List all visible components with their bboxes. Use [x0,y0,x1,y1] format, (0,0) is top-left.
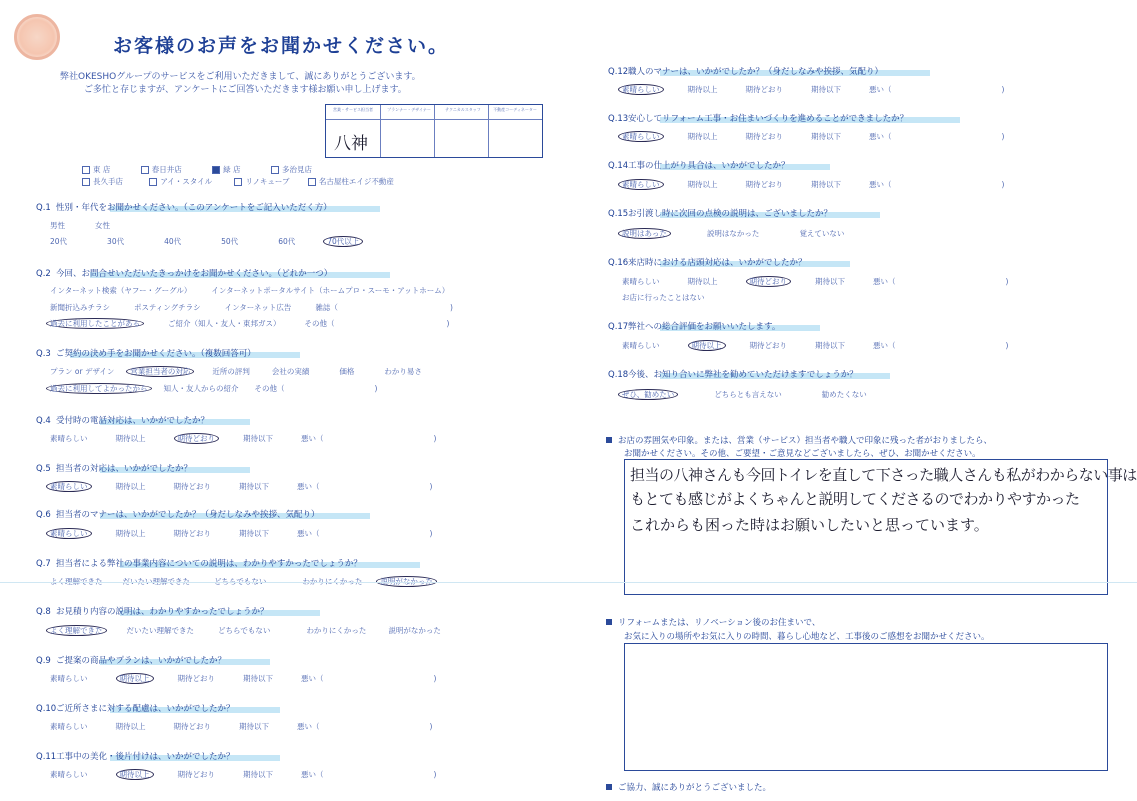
fold-line [0,582,1137,583]
q12-label: Q.12職人のマナーは、いかがでしたか？（身だしなみや挨拶、気配り） [608,67,884,77]
comment1-prompt-1: お店の雰囲気や印象。または、営業（サービス）担当者や職人で印象に残った者がおりましたら、 [606,434,992,446]
q11-selected: 期待以上 [116,769,154,780]
bullet-icon [606,437,612,443]
q5-label: Q.5 担当者の対応は、いかがでしたか？ [36,464,193,474]
staff-name-handwritten: 八神 [334,134,368,154]
store-list-2 [82,176,394,187]
q17-selected: 期待以上 [688,340,726,351]
q1-gender: 男性 女性 [50,221,110,230]
q4-label: Q.4 受付時の電話対応は、いかがでしたか？ [36,416,210,426]
q8-options: よく理解できた だいたい理解できた どちらでもない わかりにくかった 説明がなかった [50,625,441,636]
q3-row1: プラン or デザイン 営業担当者の対応 近所の評判 会社の実績 価格 わかり易さ [50,367,422,376]
q15-options: 説明はあった 説明はなかった 覚えていない [622,228,844,239]
q17-label: Q.17弊社への総合評価をお願いいたします。 [608,322,781,332]
q14-options: 素晴らしい 期待以上 期待どおり 期待以下 悪い（ ) [622,179,1004,190]
bullet-icon [606,619,612,625]
intro-line-1: 弊社OKESHOグループのサービスをご利用いただきまして、誠にありがとうございます。 [60,72,421,82]
comment1-handwriting-2: もとても感じがよくちゃんと説明してくださるのでわかりやすかった [630,490,1080,508]
q1-age-selected: 70代以上 [323,236,363,247]
header-planner: プランナー・デザイナー [387,107,431,112]
q2-row3: 過去に利用したことがある ご紹介（知人・友人・東邦ガス） その他（ ) [50,318,449,329]
q13-selected: 素晴らしい [618,131,664,142]
store-higashi[interactable]: 東 店 [82,165,110,174]
q8-selected: よく理解できた [46,625,107,636]
q10-label: Q.10ご近所さまに対する配慮は、いかがでしたか？ [36,704,235,714]
store-kasugai[interactable]: 春日井店 [141,165,182,174]
q3-selected-1: 営業担当者の対応 [126,366,194,377]
q1-ages: 20代 30代 40代 50代 60代 70代以上 [50,236,359,247]
q13-label: Q.13安心してリフォーム工事・お住まいづくりを進めることができましたか？ [608,114,909,124]
q12-options: 素晴らしい 期待以上 期待どおり 期待以下 悪い（ ) [622,84,1004,95]
comment2-prompt-2: お気に入りの場所やお気に入りの時間、暮らし心地など、工事後のご感想をお聞かせください。 [624,632,990,642]
q9-selected: 期待以上 [116,673,154,684]
q16-options: 素晴らしい 期待以上 期待どおり 期待以下 悪い（ ) [622,277,1009,286]
intro-line-2: ご多忙と存じますが、アンケートにご回答いただきます様お願い申し上げます。 [84,85,407,95]
q6-options: 素晴らしい 期待以上 期待どおり 期待以下 悪い（ ) [50,528,432,539]
bullet-icon [606,784,612,790]
q16-label: Q.16来店時における店頭対応は、いかがでしたか？ [608,258,807,268]
q2-row2: 新聞折込みチラシ ポスティングチラシ インターネット広告 雑誌（ ) [50,303,453,312]
q2-selected: 過去に利用したことがある [46,318,144,329]
q14-label: Q.14工事の仕上がり具合は、いかがでしたか？ [608,161,790,171]
q7-label: Q.7 担当者による弊社の事業内容についての説明は、わかりやすかったでしょうか？ [36,559,362,569]
q16-extra: お店に行ったことはない [622,293,705,302]
q11-label: Q.11工事中の美化・後片付けは、いかがでしたか？ [36,752,235,762]
q2-row1: インターネット検索（ヤフー・グーグル） インターネットポータルサイト（ホームプロ・スーモ・アットホーム） [50,286,450,295]
q5-selected: 素晴らしい [46,481,92,492]
store-midori[interactable]: 緑 店 [212,165,240,174]
comment2-box[interactable] [624,643,1108,771]
header-sales: 営業・サービス担当者 [333,107,373,112]
comment1-handwriting-3: これからも困った時はお願いしたいと思っています。 [630,516,989,534]
q3-label: Q.3 ご契約の決め手をお聞かせください。（複数回答可） [36,349,256,359]
store-nagakute[interactable]: 長久手店 [82,177,123,186]
q9-label: Q.9 ご提案の商品やプランは、いかがでしたか？ [36,656,227,666]
page-title: お客様のお声をお聞かせください。 [113,35,450,57]
store-realestate[interactable]: 名古屋柱エイジ不動産 [308,177,394,186]
store-renocube[interactable]: リノキューブ [234,177,289,186]
q16-selected: 期待どおり [746,276,792,287]
comment1-prompt-2: お聞かせください。その他、ご要望・ご意見などございましたら、ぜひ、お聞かせください。 [624,449,981,459]
company-seal [14,14,60,60]
header-realestate: 不動産コーディネーター [493,107,537,112]
staff-table [325,104,543,158]
q15-selected: 説明はあった [618,228,671,239]
q4-options: 素晴らしい 期待以上 期待どおり 期待以下 悪い（ ) [50,434,437,443]
q14-selected: 素晴らしい [618,179,664,190]
q17-options: 素晴らしい 期待以上 期待どおり 期待以下 悪い（ ) [622,341,1009,350]
store-tajimi[interactable]: 多治見店 [271,165,312,174]
q9-options: 素晴らしい 期待以上 期待どおり 期待以下 悪い（ ) [50,674,437,683]
q4-selected: 期待どおり [174,433,220,444]
store-list [82,164,312,175]
q6-label: Q.6 担当者のマナーは、いかがでしたか？（身だしなみや挨拶、気配り） [36,510,320,520]
q3-selected-2: 過去に利用してよかったから [46,383,152,394]
footer-thanks: ご協力、誠にありがとうございました。 [606,781,771,793]
comment2-prompt-1: リフォームまたは、リノベーション後のお住まいで、 [606,616,820,628]
q1-label: Q.1 性別・年代をお聞かせください。（このアンケートをご記入いただく方） [36,203,332,213]
q2-label: Q.2 今回、お問合せいただいたきっかけをお聞かせください。（どれか一つ） [36,269,333,279]
q3-row2: 過去に利用してよかったから 知人・友人からの紹介 その他（ ) [50,383,377,394]
q13-options: 素晴らしい 期待以上 期待どおり 期待以下 悪い（ ) [622,131,1004,142]
q12-selected: 素晴らしい [618,84,664,95]
comment1-handwriting-1: 担当の八神さんも今回トイレを直して下さった職人さんも私がわからない事は [630,466,1137,484]
q15-label: Q.15お引渡し時に次回の点検の説明は、ございましたか？ [608,209,833,219]
q10-options: 素晴らしい 期待以上 期待どおり 期待以下 悪い（ ) [50,722,433,731]
q5-options: 素晴らしい 期待以上 期待どおり 期待以下 悪い（ ) [50,481,432,492]
q18-label: Q.18今後、お知り合いに弊社を勧めていただけますでしょうか？ [608,370,858,380]
q18-options: ぜひ、勧めたい どちらとも言えない 勧めたくない [622,389,867,400]
q8-label: Q.8 お見積り内容の説明は、わかりやすかったでしょうか？ [36,607,269,617]
header-technical: テクニカルスタッフ [445,107,481,112]
q6-selected: 素晴らしい [46,528,92,539]
store-istyle[interactable]: アイ・スタイル [149,177,212,186]
q18-selected: ぜひ、勧めたい [618,389,678,400]
q11-options: 素晴らしい 期待以上 期待どおり 期待以下 悪い（ ) [50,770,437,779]
